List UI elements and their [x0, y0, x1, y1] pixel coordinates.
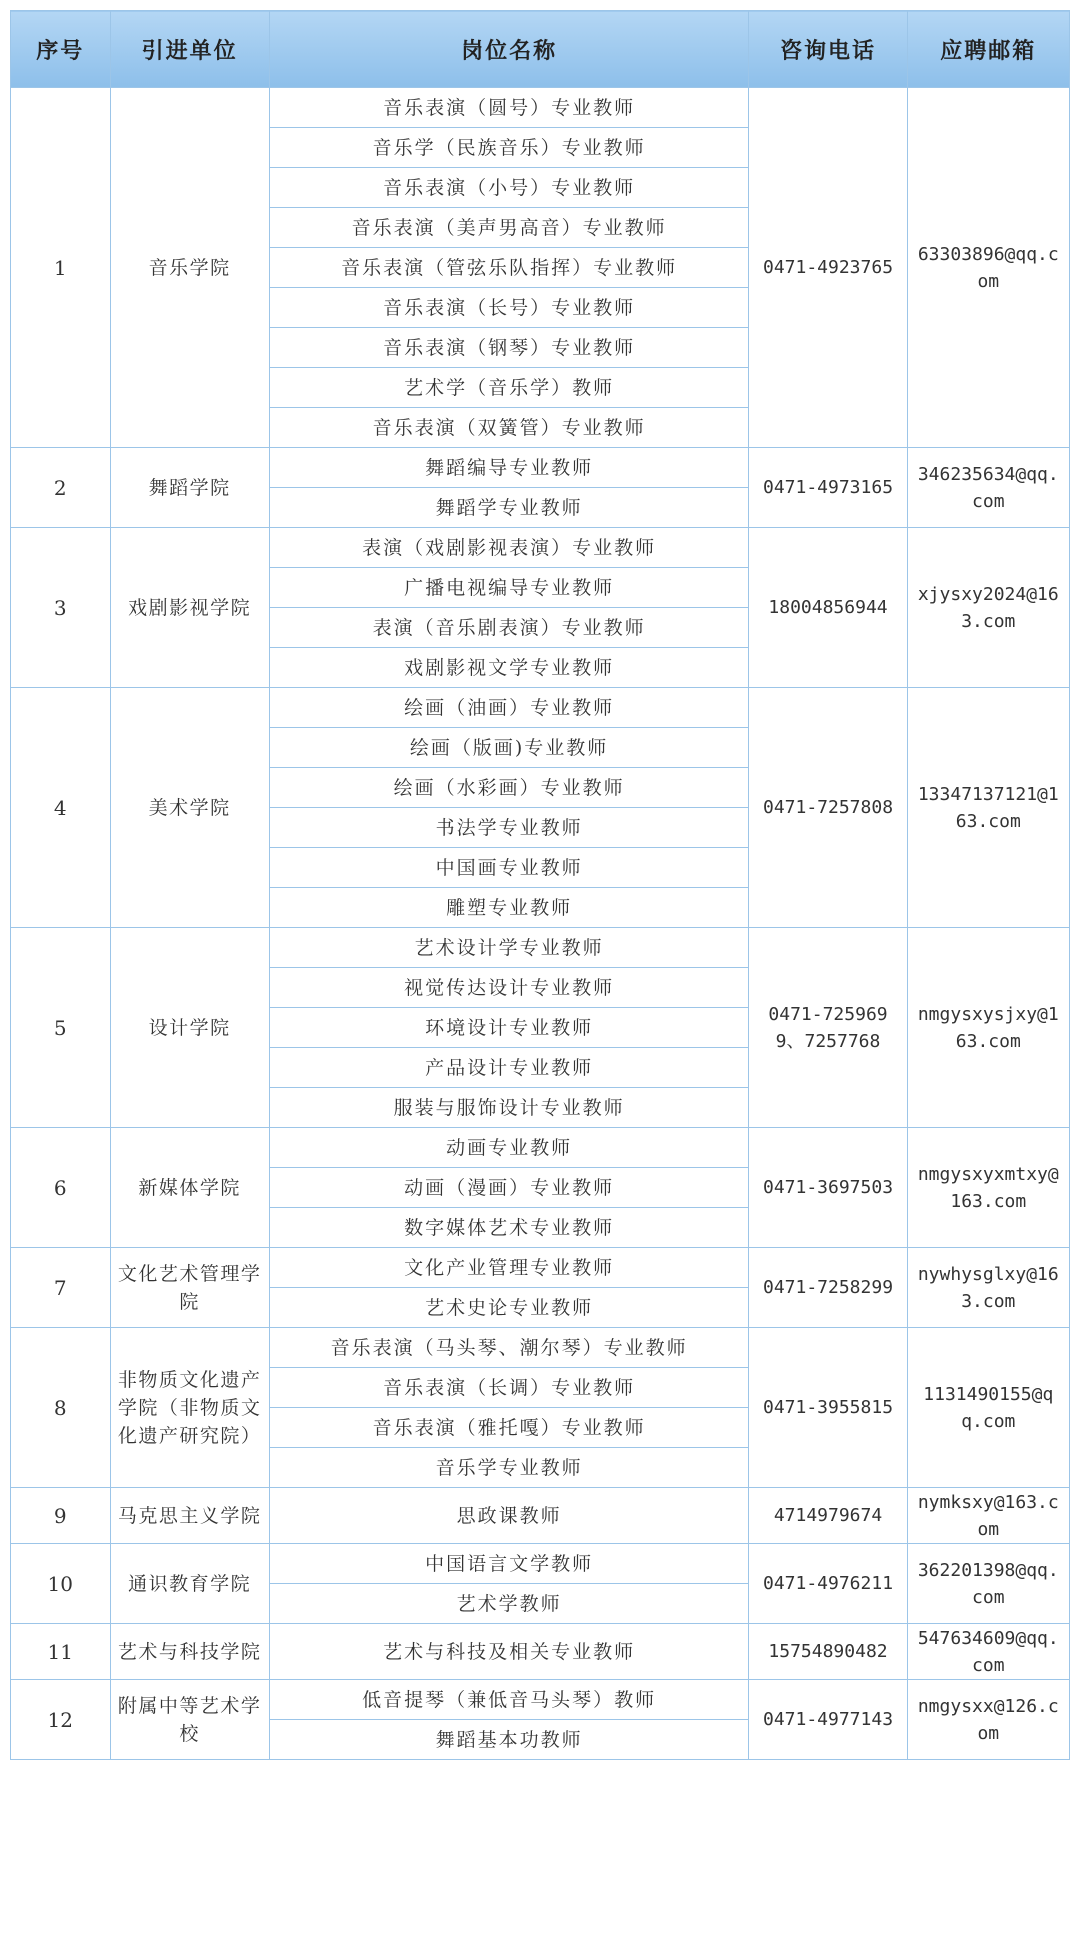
- position-name: 环境设计专业教师: [269, 1008, 749, 1048]
- application-email: 547634609@qq.com: [907, 1624, 1069, 1680]
- row-number: 12: [11, 1680, 111, 1760]
- unit-name: 非物质文化遗产学院（非物质文化遗产研究院）: [110, 1328, 269, 1488]
- contact-phone: 0471-4976211: [749, 1544, 907, 1624]
- application-email: nywhysglxy@163.com: [907, 1248, 1069, 1328]
- position-name: 音乐学（民族音乐）专业教师: [269, 128, 749, 168]
- unit-name: 马克思主义学院: [110, 1488, 269, 1544]
- application-email: nymksxy@163.com: [907, 1488, 1069, 1544]
- row-number: 1: [11, 88, 111, 448]
- unit-name: 通识教育学院: [110, 1544, 269, 1624]
- row-number: 10: [11, 1544, 111, 1624]
- header-no: 序号: [11, 11, 111, 88]
- position-name: 广播电视编导专业教师: [269, 568, 749, 608]
- position-name: 产品设计专业教师: [269, 1048, 749, 1088]
- unit-name: 艺术与科技学院: [110, 1624, 269, 1680]
- unit-name: 戏剧影视学院: [110, 528, 269, 688]
- table-row: [11, 1488, 1070, 1544]
- position-name: 中国画专业教师: [269, 848, 749, 888]
- row-number: 6: [11, 1128, 111, 1248]
- position-name: 中国语言文学教师: [269, 1544, 749, 1584]
- header-email: 应聘邮箱: [907, 11, 1069, 88]
- position-name: 音乐表演（长调）专业教师: [269, 1368, 749, 1408]
- application-email: nmgysxx@126.com: [907, 1680, 1069, 1760]
- table-row: [11, 88, 1070, 128]
- position-name: 音乐表演（小号）专业教师: [269, 168, 749, 208]
- position-name: 动画（漫画）专业教师: [269, 1168, 749, 1208]
- table-row: [11, 1128, 1070, 1168]
- table-row: [11, 688, 1070, 728]
- table-body: [11, 88, 1070, 1760]
- application-email: nmgysxyxmtxy@163.com: [907, 1128, 1069, 1248]
- unit-name: 美术学院: [110, 688, 269, 928]
- contact-phone: 0471-4923765: [749, 88, 907, 448]
- position-name: 雕塑专业教师: [269, 888, 749, 928]
- contact-phone: 15754890482: [749, 1624, 907, 1680]
- header-unit: 引进单位: [110, 11, 269, 88]
- row-number: 9: [11, 1488, 111, 1544]
- position-name: 艺术学（音乐学）教师: [269, 368, 749, 408]
- contact-phone: 4714979674: [749, 1488, 907, 1544]
- position-name: 音乐表演（管弦乐队指挥）专业教师: [269, 248, 749, 288]
- position-name: 表演（音乐剧表演）专业教师: [269, 608, 749, 648]
- position-name: 视觉传达设计专业教师: [269, 968, 749, 1008]
- contact-phone: 0471-4973165: [749, 448, 907, 528]
- position-name: 绘画（版画)专业教师: [269, 728, 749, 768]
- position-name: 艺术史论专业教师: [269, 1288, 749, 1328]
- header-position: 岗位名称: [269, 11, 749, 88]
- recruitment-table: [10, 10, 1070, 1760]
- unit-name: 设计学院: [110, 928, 269, 1128]
- position-name: 音乐表演（雅托嘎）专业教师: [269, 1408, 749, 1448]
- unit-name: 文化艺术管理学院: [110, 1248, 269, 1328]
- contact-phone: 0471-7257808: [749, 688, 907, 928]
- position-name: 艺术与科技及相关专业教师: [269, 1624, 749, 1680]
- row-number: 2: [11, 448, 111, 528]
- application-email: 63303896@qq.com: [907, 88, 1069, 448]
- application-email: 1131490155@qq.com: [907, 1328, 1069, 1488]
- position-name: 舞蹈编导专业教师: [269, 448, 749, 488]
- table-row: [11, 448, 1070, 488]
- contact-phone: 0471-3697503: [749, 1128, 907, 1248]
- position-name: 音乐表演（钢琴）专业教师: [269, 328, 749, 368]
- position-name: 音乐表演（马头琴、潮尔琴）专业教师: [269, 1328, 749, 1368]
- position-name: 数字媒体艺术专业教师: [269, 1208, 749, 1248]
- unit-name: 新媒体学院: [110, 1128, 269, 1248]
- application-email: 346235634@qq.com: [907, 448, 1069, 528]
- contact-phone: 0471-7259699、7257768: [749, 928, 907, 1128]
- position-name: 音乐表演（双簧管）专业教师: [269, 408, 749, 448]
- row-number: 11: [11, 1624, 111, 1680]
- application-email: 13347137121@163.com: [907, 688, 1069, 928]
- unit-name: 附属中等艺术学校: [110, 1680, 269, 1760]
- position-name: 表演（戏剧影视表演）专业教师: [269, 528, 749, 568]
- position-name: 服装与服饰设计专业教师: [269, 1088, 749, 1128]
- position-name: 音乐学专业教师: [269, 1448, 749, 1488]
- position-name: 舞蹈学专业教师: [269, 488, 749, 528]
- contact-phone: 0471-4977143: [749, 1680, 907, 1760]
- application-email: xjysxy2024@163.com: [907, 528, 1069, 688]
- row-number: 3: [11, 528, 111, 688]
- header-row: [11, 11, 1070, 88]
- unit-name: 音乐学院: [110, 88, 269, 448]
- position-name: 低音提琴（兼低音马头琴）教师: [269, 1680, 749, 1720]
- position-name: 音乐表演（美声男高音）专业教师: [269, 208, 749, 248]
- row-number: 7: [11, 1248, 111, 1328]
- contact-phone: 18004856944: [749, 528, 907, 688]
- position-name: 绘画（油画）专业教师: [269, 688, 749, 728]
- table-row: [11, 928, 1070, 968]
- row-number: 4: [11, 688, 111, 928]
- position-name: 艺术学教师: [269, 1584, 749, 1624]
- row-number: 5: [11, 928, 111, 1128]
- position-name: 舞蹈基本功教师: [269, 1720, 749, 1760]
- row-number: 8: [11, 1328, 111, 1488]
- table-row: [11, 1328, 1070, 1368]
- position-name: 文化产业管理专业教师: [269, 1248, 749, 1288]
- table-row: [11, 1680, 1070, 1720]
- table-row: [11, 1544, 1070, 1584]
- application-email: nmgysxysjxy@163.com: [907, 928, 1069, 1128]
- position-name: 音乐表演（长号）专业教师: [269, 288, 749, 328]
- table-row: [11, 1248, 1070, 1288]
- position-name: 艺术设计学专业教师: [269, 928, 749, 968]
- position-name: 书法学专业教师: [269, 808, 749, 848]
- position-name: 思政课教师: [269, 1488, 749, 1544]
- header-phone: 咨询电话: [749, 11, 907, 88]
- position-name: 绘画（水彩画）专业教师: [269, 768, 749, 808]
- position-name: 戏剧影视文学专业教师: [269, 648, 749, 688]
- contact-phone: 0471-7258299: [749, 1248, 907, 1328]
- table-row: [11, 1624, 1070, 1680]
- position-name: 音乐表演（圆号）专业教师: [269, 88, 749, 128]
- application-email: 362201398@qq.com: [907, 1544, 1069, 1624]
- unit-name: 舞蹈学院: [110, 448, 269, 528]
- table-row: [11, 528, 1070, 568]
- contact-phone: 0471-3955815: [749, 1328, 907, 1488]
- position-name: 动画专业教师: [269, 1128, 749, 1168]
